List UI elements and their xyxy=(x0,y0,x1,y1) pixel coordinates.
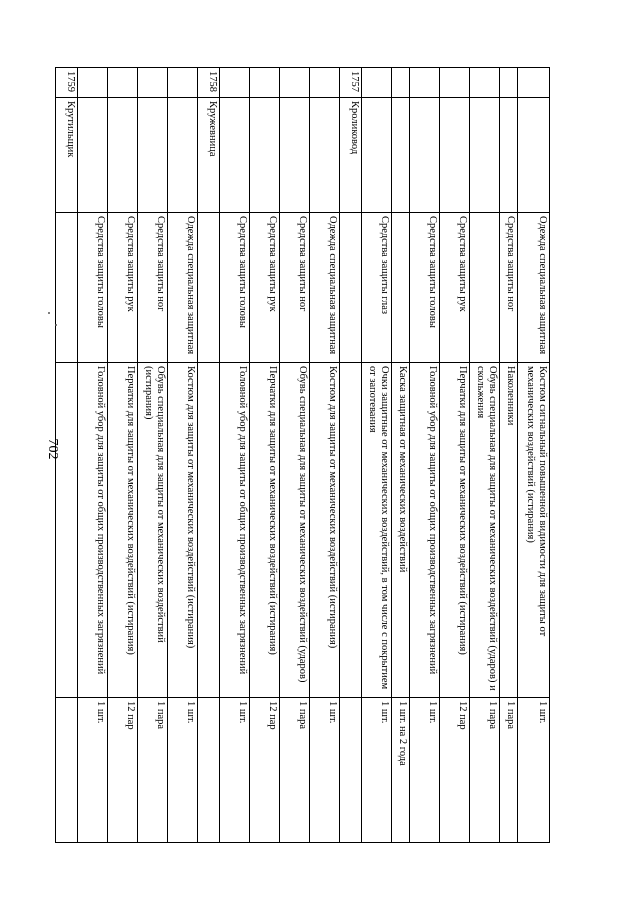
cell-profession xyxy=(518,98,550,213)
cell-type xyxy=(56,213,78,363)
cell-item: Головной убор для защиты от общих производственных загрязнений xyxy=(78,363,108,698)
cell-item: Очки защитные от механических воздействий, в том числе с покрытием от запотевания xyxy=(362,363,392,698)
cell-item xyxy=(56,363,78,698)
cell-qty: 1 шт. на 2 года xyxy=(392,698,410,843)
cell-profession xyxy=(220,98,250,213)
cell-item: Наколенники xyxy=(500,363,518,698)
cell-num xyxy=(78,68,108,98)
cell-profession xyxy=(280,98,310,213)
table-row xyxy=(440,68,470,843)
cell-profession xyxy=(500,98,518,213)
cell-type: Одежда специальная защитная xyxy=(310,213,340,363)
cell-num xyxy=(310,68,340,98)
cell-qty: 1 пара xyxy=(280,698,310,843)
cell-num xyxy=(250,68,280,98)
table-row xyxy=(168,68,198,843)
cell-qty: 12 пар xyxy=(108,698,138,843)
document-table-rotated xyxy=(65,67,550,842)
cell-qty: 12 пар xyxy=(440,698,470,843)
cell-item: Головной убор для защиты от общих производственных загрязнений xyxy=(220,363,250,698)
cell-profession: Крутильщик xyxy=(56,98,78,213)
cell-num xyxy=(220,68,250,98)
cell-profession xyxy=(410,98,440,213)
cell-qty: 1 пара xyxy=(500,698,518,843)
cell-profession xyxy=(392,98,410,213)
cell-profession xyxy=(362,98,392,213)
cell-qty xyxy=(56,698,78,843)
cell-item: Перчатки для защиты от механических воздействий (истирания) xyxy=(108,363,138,698)
cell-num xyxy=(470,68,500,98)
cell-qty: 1 шт. xyxy=(410,698,440,843)
cell-item: Костюм сигнальный повышенной видимости для защиты от механических воздействий (истирания) xyxy=(518,363,550,698)
cell-profession xyxy=(138,98,168,213)
cell-item: Обувь специальная для защиты от механических воздействий (ударов) xyxy=(280,363,310,698)
cell-num xyxy=(392,68,410,98)
cell-item: Головной убор для защиты от общих производственных загрязнений xyxy=(410,363,440,698)
cell-profession xyxy=(78,98,108,213)
cell-qty: 1 шт. xyxy=(220,698,250,843)
table-row xyxy=(108,68,138,843)
cell-type xyxy=(198,213,220,363)
cell-item: Перчатки для защиты от механических воздействий (истирания) xyxy=(250,363,280,698)
cell-type: Средства защиты ног xyxy=(138,213,168,363)
table-row xyxy=(78,68,108,843)
cell-qty: 12 пар xyxy=(250,698,280,843)
cell-type: Средства защиты головы xyxy=(410,213,440,363)
cell-qty: 1 шт. xyxy=(168,698,198,843)
table-row xyxy=(198,68,220,843)
cell-profession xyxy=(250,98,280,213)
cell-type: Средства защиты рук xyxy=(440,213,470,363)
table-row xyxy=(138,68,168,843)
cell-item: Обувь специальная для защиты от механических воздействий (ударов) и скольжения xyxy=(470,363,500,698)
table-row xyxy=(280,68,310,843)
table-row xyxy=(500,68,518,843)
cell-item: Обувь специальная для защиты от механических воздействий (истирания) xyxy=(138,363,168,698)
cell-num xyxy=(410,68,440,98)
cell-item: Костюм для защиты от механических воздействий (истирания) xyxy=(168,363,198,698)
cell-profession: Кружевница xyxy=(198,98,220,213)
table-row xyxy=(392,68,410,843)
cell-num: 1759 xyxy=(56,68,78,98)
cell-type: Одежда специальная защитная xyxy=(168,213,198,363)
cell-qty xyxy=(198,698,220,843)
cell-profession: Кроликовод xyxy=(340,98,362,213)
cell-qty: 1 пара xyxy=(138,698,168,843)
cell-num xyxy=(138,68,168,98)
cell-num: 1758 xyxy=(198,68,220,98)
ppe-norms-table xyxy=(55,67,550,843)
table-row xyxy=(250,68,280,843)
cell-type: Средства защиты головы xyxy=(220,213,250,363)
cell-profession xyxy=(310,98,340,213)
cell-type: Средства защиты глаз xyxy=(362,213,392,363)
cell-item: Каска защитная от механических воздействий xyxy=(392,363,410,698)
cell-num xyxy=(168,68,198,98)
cell-num xyxy=(280,68,310,98)
cell-qty: 1 шт. xyxy=(518,698,550,843)
cell-qty: 1 шт. xyxy=(310,698,340,843)
scan-speck xyxy=(48,312,50,314)
cell-item: Перчатки для защиты от механических воздействий (истирания) xyxy=(440,363,470,698)
table-row xyxy=(470,68,500,843)
table-row xyxy=(362,68,392,843)
cell-type: Средства защиты ног xyxy=(500,213,518,363)
cell-type: Средства защиты головы xyxy=(78,213,108,363)
cell-num: 1757 xyxy=(340,68,362,98)
scan-speck xyxy=(55,324,57,326)
cell-num xyxy=(108,68,138,98)
cell-num xyxy=(362,68,392,98)
cell-item: Костюм для защиты от механических воздействий (истирания) xyxy=(310,363,340,698)
table-row xyxy=(518,68,550,843)
table-body xyxy=(56,68,550,843)
table-row xyxy=(220,68,250,843)
cell-num xyxy=(518,68,550,98)
cell-type xyxy=(470,213,500,363)
cell-profession xyxy=(108,98,138,213)
cell-profession xyxy=(440,98,470,213)
cell-type xyxy=(392,213,410,363)
cell-qty: 1 шт. xyxy=(362,698,392,843)
cell-qty xyxy=(340,698,362,843)
cell-item xyxy=(198,363,220,698)
cell-item xyxy=(340,363,362,698)
cell-num xyxy=(440,68,470,98)
cell-type xyxy=(340,213,362,363)
cell-type: Средства защиты ног xyxy=(280,213,310,363)
cell-profession xyxy=(168,98,198,213)
cell-num xyxy=(500,68,518,98)
table-row xyxy=(410,68,440,843)
cell-profession xyxy=(470,98,500,213)
page-number: 702 xyxy=(45,438,60,460)
table-row xyxy=(340,68,362,843)
cell-qty: 1 пара xyxy=(470,698,500,843)
table-row xyxy=(310,68,340,843)
cell-type: Средства защиты рук xyxy=(250,213,280,363)
cell-type: Средства защиты рук xyxy=(108,213,138,363)
table-row xyxy=(56,68,78,843)
cell-qty: 1 шт. xyxy=(78,698,108,843)
cell-type: Одежда специальная защитная xyxy=(518,213,550,363)
